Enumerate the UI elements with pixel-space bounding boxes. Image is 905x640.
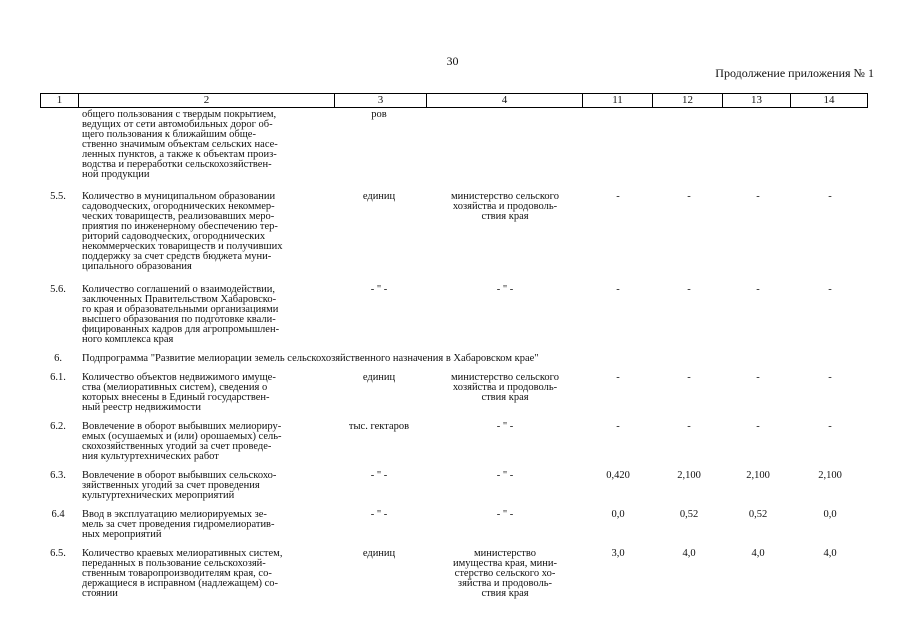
header-col-3: 3 — [335, 94, 427, 107]
value-col-14: 4,0 — [823, 548, 837, 559]
value-col-13: - — [756, 421, 760, 432]
unit: тыс. гектаров — [348, 421, 410, 432]
value-col-12: 0,52 — [679, 509, 699, 520]
indicator-name: Количество соглашений о взаимодействии, заключенных Правительством Хабаровско- го края и образовательными организациями высшего образования по подготовке квали- фицированных кадров для агропромышлен- ного комплекса края — [82, 284, 280, 345]
unit: единиц — [362, 191, 396, 202]
row-number: 6. — [54, 353, 62, 364]
value-col-14: - — [828, 372, 832, 383]
value-col-12: - — [687, 421, 691, 432]
value-col-11: - — [616, 372, 620, 383]
value-col-13: 0,52 — [748, 509, 768, 520]
indicator-name: Количество объектов недвижимого имуще- ства (мелиоративных систем), сведения о которых внесены в Единый государствен- ный реестр недвижимости — [82, 372, 276, 413]
responsible: министерство сельского хозяйства и продоволь- ствия края — [451, 191, 559, 222]
value-col-13: - — [756, 191, 760, 202]
value-col-11: 0,0 — [611, 509, 625, 520]
value-col-11: 0,420 — [606, 470, 630, 481]
value-col-12: - — [687, 284, 691, 295]
value-col-14: - — [828, 191, 832, 202]
responsible: - " - — [496, 421, 514, 432]
header-col-4: 4 — [427, 94, 583, 107]
responsible: - " - — [496, 470, 514, 481]
unit: единиц — [362, 372, 396, 383]
value-col-11: 3,0 — [611, 548, 625, 559]
header-col-1: 1 — [41, 94, 79, 107]
value-col-13: - — [756, 372, 760, 383]
responsible: - " - — [496, 509, 514, 520]
indicator-name: Вовлечение в оборот выбывших мелиориру- емых (осушаемых и (или) орошаемых) сель- скохозяйственных угодий за счет проведе- ния культуртехнических работ — [82, 421, 282, 462]
value-col-11: - — [616, 284, 620, 295]
page-number: 30 — [446, 54, 459, 68]
value-col-13: - — [756, 284, 760, 295]
table-header — [40, 93, 868, 108]
row-number: 6.2. — [50, 421, 66, 432]
value-col-14: 2,100 — [818, 470, 842, 481]
value-col-13: 4,0 — [751, 548, 765, 559]
value-col-11: - — [616, 421, 620, 432]
row-number: 5.6. — [50, 284, 66, 295]
value-col-14: - — [828, 421, 832, 432]
appendix-continuation: Продолжение приложения № 1 — [715, 66, 874, 80]
header-col-13: 13 — [723, 94, 791, 107]
unit: ров — [371, 109, 387, 120]
row-number: 6.5. — [50, 548, 66, 559]
responsible: - " - — [496, 284, 514, 295]
unit: - " - — [370, 470, 388, 481]
value-col-14: 0,0 — [823, 509, 837, 520]
value-col-14: - — [828, 284, 832, 295]
unit: единиц — [362, 548, 396, 559]
header-col-14: 14 — [823, 94, 835, 106]
indicator-name: Ввод в эксплуатацию мелиорируемых зе- мель за счет проведения гидромелиоратив- ных мероприятий — [82, 509, 275, 540]
value-col-11: - — [616, 191, 620, 202]
value-col-12: 4,0 — [682, 548, 696, 559]
row-number: 6.1. — [50, 372, 66, 383]
header-col-11: 11 — [583, 94, 653, 107]
header-col-2: 2 — [79, 94, 335, 107]
row-number: 5.5. — [50, 191, 66, 202]
indicator-name: Количество краевых мелиоративных систем, переданных в пользование сельскохозяй- ственным товаропроизводителям края, со- держащиеся в исправном (надлежащем) со- стоянии — [82, 548, 283, 599]
row-number: 6.4 — [51, 509, 65, 520]
value-col-12: - — [687, 372, 691, 383]
row-number: 6.3. — [50, 470, 66, 481]
responsible: министерство сельского хозяйства и продоволь- ствия края — [451, 372, 559, 403]
value-col-12: 2,100 — [677, 470, 701, 481]
responsible: министерство имущества края, мини- стерство сельского хо- зяйства и продоволь- ствия края — [453, 548, 557, 599]
subprogram-title: Подпрограмма "Развитие мелиорации земель сельскохозяйственного назначения в Хабаровском крае" — [82, 353, 539, 364]
value-col-13: 2,100 — [746, 470, 770, 481]
header-col-12: 12 — [653, 94, 723, 107]
value-col-12: - — [687, 191, 691, 202]
indicator-name: Количество в муниципальном образовании садоводческих, огороднических некоммер- ческих товариществ, реализовавших меро- приятия по инженерному обеспечению тер- риторий садоводческих, огороднических некоммерческих товариществ и получивших поддержку за счет средств бюджета муни- ципального образования — [82, 191, 283, 272]
indicator-name: общего пользования с твердым покрытием, ведущих от сети автомобильных дорог об- щего пользования к ближайшим обще- ственно значимым объектам сельских насе- ленных пунктов, а также к объектам произ- водства и переработки сельскохозяйствен- ной продукции — [82, 109, 278, 180]
indicator-name: Вовлечение в оборот выбывших сельскохо- зяйственных угодий за счет проведения культуртехнических мероприятий — [82, 470, 277, 501]
unit: - " - — [370, 284, 388, 295]
unit: - " - — [370, 509, 388, 520]
